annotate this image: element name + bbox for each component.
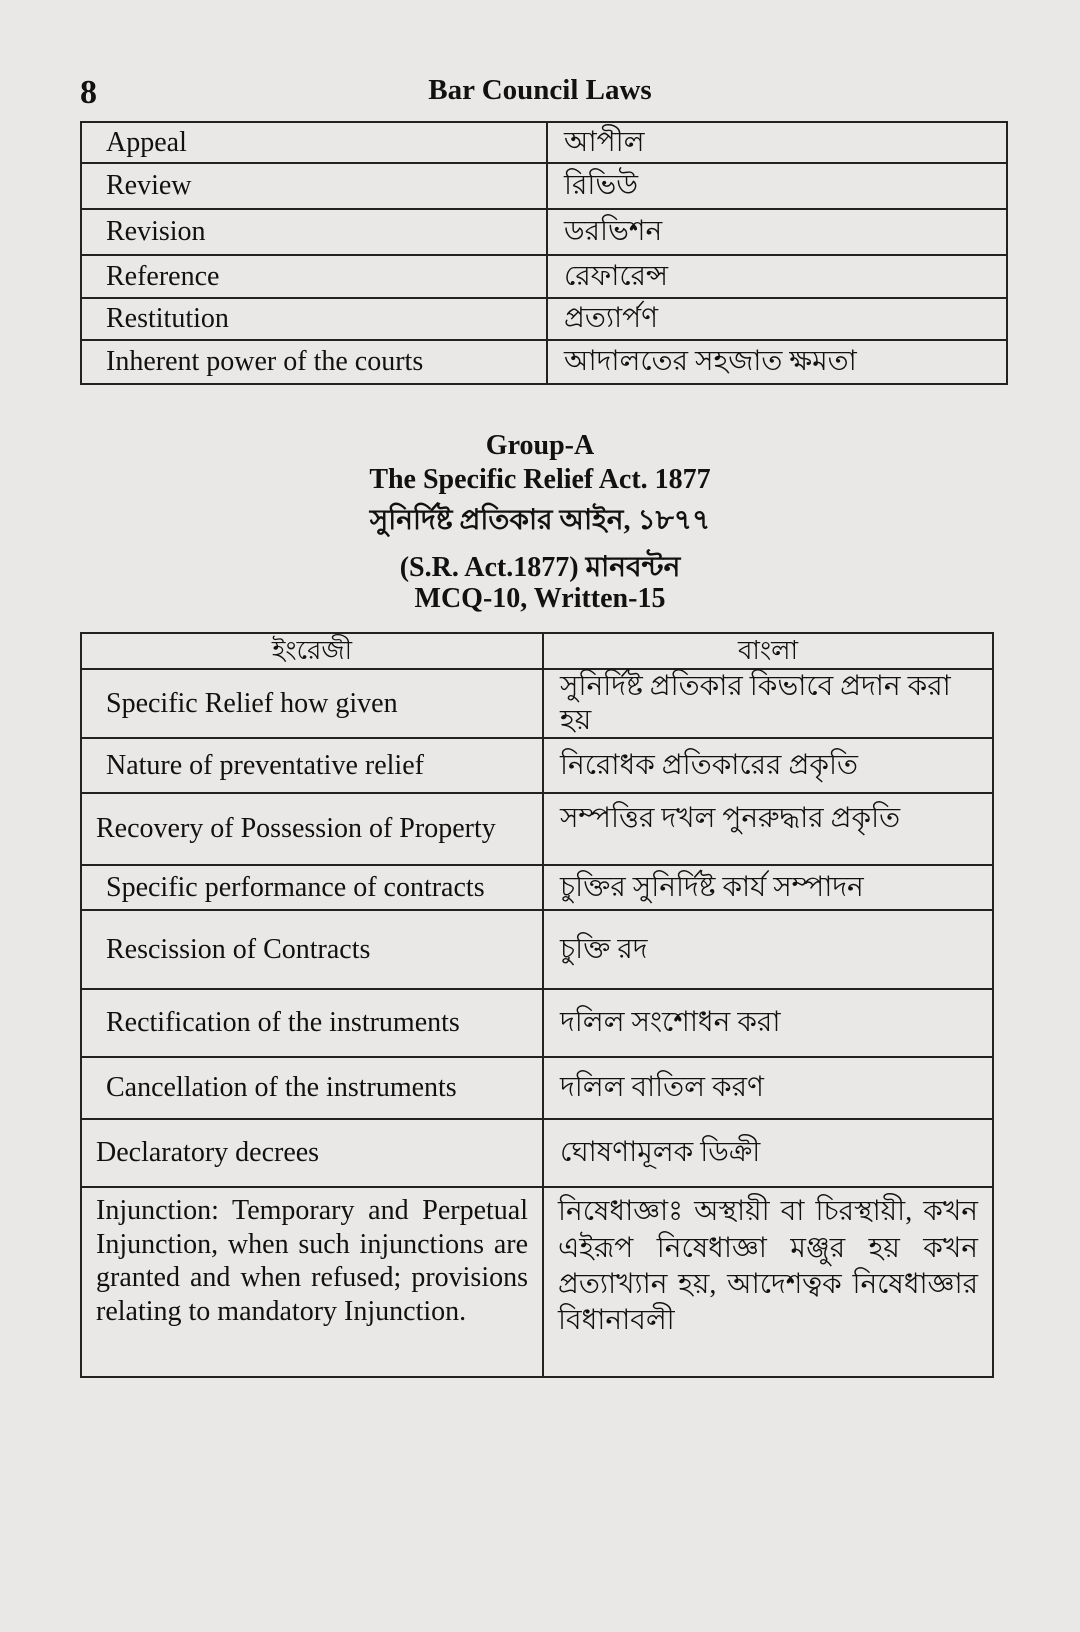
table-row — [81, 910, 993, 989]
bangla-term: রিভিউ — [547, 163, 1007, 209]
table-row — [81, 298, 1007, 340]
table-row — [81, 209, 1007, 255]
table-row — [81, 1057, 993, 1119]
english-topic: Specific performance of contracts — [81, 865, 543, 910]
bangla-term: রেফারেন্স — [547, 255, 1007, 298]
bangla-term: প্রত্যার্পণ — [547, 298, 1007, 340]
running-head: Bar Council Laws — [428, 74, 652, 106]
bangla-topic: দলিল সংশোধন করা — [543, 989, 993, 1057]
table-header-row — [81, 633, 993, 669]
english-term: Revision — [81, 209, 547, 255]
english-topic: Rectification of the instruments — [81, 989, 543, 1057]
english-topic: Specific Relief how given — [81, 669, 543, 738]
english-topic: Declaratory decrees — [81, 1119, 543, 1187]
english-topic: Recovery of Possession of Property — [81, 793, 543, 865]
column-header-english: ইংরেজী — [81, 633, 543, 669]
table-row — [81, 865, 993, 910]
bangla-term: আপীল — [547, 122, 1007, 163]
marks-distribution: (S.R. Act.1877) মানবন্টন — [399, 552, 681, 583]
bangla-topic: চুক্তির সুনির্দিষ্ট কার্য সম্পাদন — [543, 865, 993, 910]
english-term: Reference — [81, 255, 547, 298]
bangla-topic: সুনির্দিষ্ট প্রতিকার কিভাবে প্রদান করা হয় — [543, 669, 993, 738]
table-row — [81, 989, 993, 1057]
remedies-table — [80, 121, 1008, 385]
group-heading: Group-A — [485, 430, 595, 461]
bangla-topic: সম্পত্তির দখল পুনরুদ্ধার প্রকৃতি — [543, 793, 993, 865]
bangla-topic: চুক্তি রদ — [543, 910, 993, 989]
table-row — [81, 340, 1007, 384]
bangla-topic: নিষেধাজ্ঞাঃ অস্থায়ী বা চিরস্থায়ী, কখন এইরূপ নিষেধাজ্ঞা মঞ্জুর হয় কখন প্রত্যাখ্যান হয়, আদেশত্বক নিষেধাজ্ঞার বিধানাবলী — [543, 1187, 993, 1377]
act-title-english: The Specific Relief Act. 1877 — [369, 464, 711, 495]
table-row — [81, 122, 1007, 163]
syllabus-table — [80, 632, 994, 1378]
table-row — [81, 793, 993, 865]
table-row — [81, 163, 1007, 209]
act-title-bangla: সুনির্দিষ্ট প্রতিকার আইন, ১৮৭৭ — [369, 505, 711, 536]
english-term: Review — [81, 163, 547, 209]
table-row — [81, 1187, 993, 1377]
mcq-written-line: MCQ-10, Written-15 — [414, 583, 666, 614]
english-term: Appeal — [81, 122, 547, 163]
english-topic: Cancellation of the instruments — [81, 1057, 543, 1119]
bangla-topic: ঘোষণামূলক ডিক্রী — [543, 1119, 993, 1187]
english-topic: Nature of preventative relief — [81, 738, 543, 793]
table-row — [81, 255, 1007, 298]
bangla-topic: নিরোধক প্রতিকারের প্রকৃতি — [543, 738, 993, 793]
column-header-bangla: বাংলা — [543, 633, 993, 669]
english-term: Restitution — [81, 298, 547, 340]
english-term: Inherent power of the courts — [81, 340, 547, 384]
english-topic: Rescission of Contracts — [81, 910, 543, 989]
english-topic: Injunction: Temporary and Perpetual Injunction, when such injunctions are granted and when refused; provisions relating to mandatory Injunction. — [81, 1187, 543, 1377]
table-row — [81, 1119, 993, 1187]
bangla-term: ডরভিশন — [547, 209, 1007, 255]
table-row — [81, 738, 993, 793]
bangla-topic: দলিল বাতিল করণ — [543, 1057, 993, 1119]
page-number: 8 — [80, 74, 97, 111]
table-row — [81, 669, 993, 738]
bangla-term: আদালতের সহজাত ক্ষমতা — [547, 340, 1007, 384]
